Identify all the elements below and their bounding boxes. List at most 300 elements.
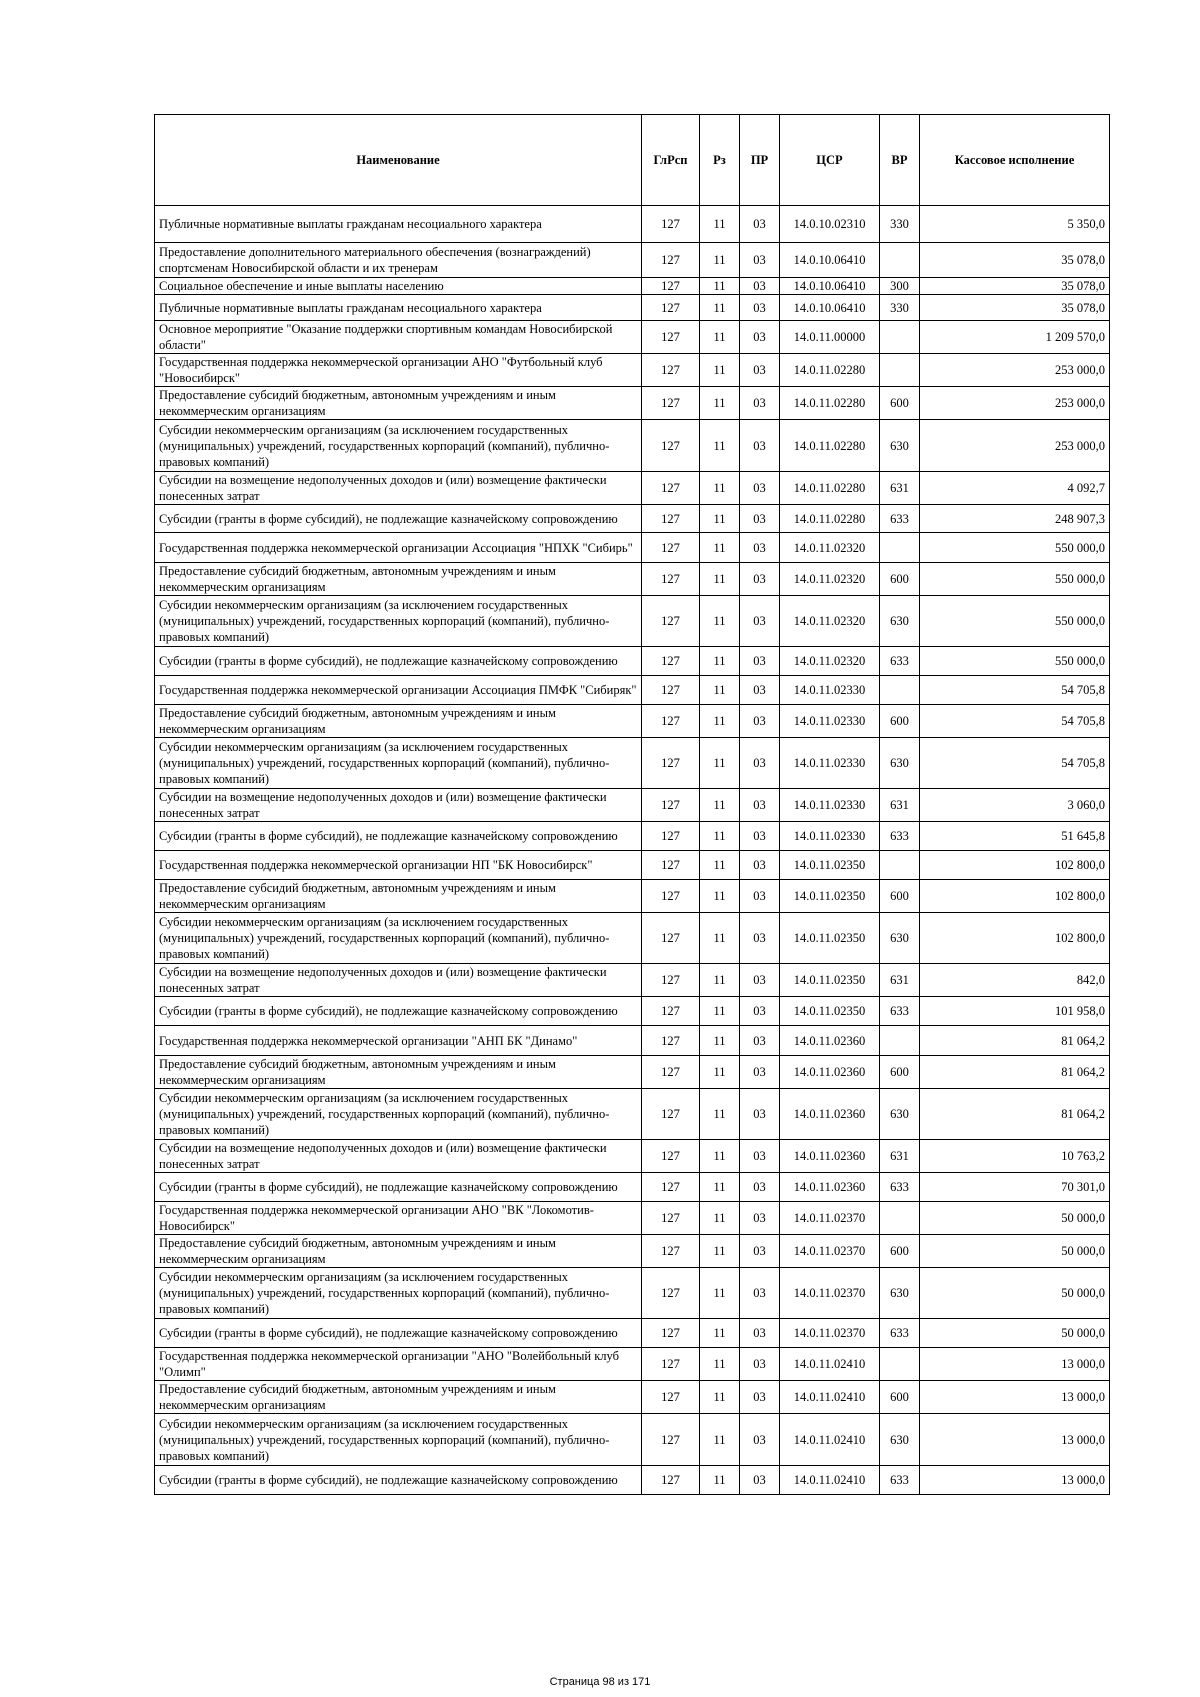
cell-glrsp: 127 (642, 738, 700, 789)
cell-vr: 631 (880, 1140, 920, 1173)
cell-rz: 11 (700, 596, 740, 647)
cell-pr: 03 (740, 1235, 780, 1268)
cell-glrsp: 127 (642, 206, 700, 243)
header-vr: ВР (880, 115, 920, 206)
cell-amount: 54 705,8 (920, 705, 1110, 738)
header-glrsp: ГлРсп (642, 115, 700, 206)
cell-rz: 11 (700, 1089, 740, 1140)
cell-glrsp: 127 (642, 822, 700, 851)
header-csr: ЦСР (780, 115, 880, 206)
cell-pr: 03 (740, 206, 780, 243)
cell-csr: 14.0.11.02280 (780, 420, 880, 472)
cell-csr: 14.0.11.02370 (780, 1268, 880, 1319)
cell-vr (880, 1348, 920, 1381)
cell-amount: 54 705,8 (920, 676, 1110, 705)
cell-pr: 03 (740, 676, 780, 705)
cell-name: Субсидии некоммерческим организациям (за исключением государственных (муниципальных) учреждений, государственных корпораций (компаний), публично-правовых компаний) (155, 596, 642, 647)
cell-vr (880, 1026, 920, 1056)
cell-name: Субсидии (гранты в форме субсидий), не подлежащие казначейскому сопровождению (155, 647, 642, 676)
cell-csr: 14.0.10.06410 (780, 295, 880, 321)
cell-vr (880, 1202, 920, 1235)
cell-name: Субсидии (гранты в форме субсидий), не подлежащие казначейскому сопровождению (155, 822, 642, 851)
cell-pr: 03 (740, 321, 780, 354)
cell-rz: 11 (700, 1381, 740, 1414)
cell-pr: 03 (740, 1202, 780, 1235)
cell-glrsp: 127 (642, 1319, 700, 1348)
cell-glrsp: 127 (642, 997, 700, 1026)
cell-rz: 11 (700, 676, 740, 705)
table-row (155, 243, 1110, 278)
cell-csr: 14.0.10.06410 (780, 243, 880, 278)
table-row (155, 1140, 1110, 1173)
cell-vr: 600 (880, 1056, 920, 1089)
cell-glrsp: 127 (642, 880, 700, 913)
cell-amount: 550 000,0 (920, 647, 1110, 676)
table-row (155, 738, 1110, 789)
cell-vr: 631 (880, 472, 920, 505)
cell-vr (880, 354, 920, 387)
cell-pr: 03 (740, 1173, 780, 1202)
table-row (155, 964, 1110, 997)
table-header-row (155, 115, 1110, 206)
header-rz: Рз (700, 115, 740, 206)
cell-csr: 14.0.11.02280 (780, 472, 880, 505)
cell-name: Субсидии на возмещение недополученных доходов и (или) возмещение фактически понесенных затрат (155, 964, 642, 997)
cell-amount: 51 645,8 (920, 822, 1110, 851)
table-row (155, 822, 1110, 851)
cell-glrsp: 127 (642, 705, 700, 738)
cell-pr: 03 (740, 1466, 780, 1495)
cell-rz: 11 (700, 1202, 740, 1235)
cell-rz: 11 (700, 1414, 740, 1466)
cell-pr: 03 (740, 822, 780, 851)
cell-rz: 11 (700, 206, 740, 243)
cell-csr: 14.0.11.02320 (780, 563, 880, 596)
cell-name: Субсидии на возмещение недополученных доходов и (или) возмещение фактически понесенных затрат (155, 472, 642, 505)
cell-name: Государственная поддержка некоммерческой организации Ассоциация ПМФК "Сибиряк" (155, 676, 642, 705)
cell-rz: 11 (700, 1056, 740, 1089)
cell-csr: 14.0.11.02320 (780, 647, 880, 676)
cell-amount: 3 060,0 (920, 789, 1110, 822)
cell-amount: 5 350,0 (920, 206, 1110, 243)
cell-rz: 11 (700, 1140, 740, 1173)
cell-pr: 03 (740, 1268, 780, 1319)
cell-amount: 102 800,0 (920, 913, 1110, 964)
cell-csr: 14.0.11.02350 (780, 880, 880, 913)
cell-glrsp: 127 (642, 1056, 700, 1089)
cell-rz: 11 (700, 997, 740, 1026)
cell-vr: 630 (880, 1414, 920, 1466)
cell-glrsp: 127 (642, 647, 700, 676)
cell-csr: 14.0.11.02360 (780, 1089, 880, 1140)
cell-pr: 03 (740, 1319, 780, 1348)
cell-pr: 03 (740, 1089, 780, 1140)
cell-rz: 11 (700, 822, 740, 851)
cell-glrsp: 127 (642, 533, 700, 563)
cell-pr: 03 (740, 295, 780, 321)
cell-csr: 14.0.10.02310 (780, 206, 880, 243)
table-row (155, 206, 1110, 243)
header-amount: Кассовое исполнение (920, 115, 1110, 206)
cell-glrsp: 127 (642, 1268, 700, 1319)
cell-vr: 633 (880, 997, 920, 1026)
cell-amount: 54 705,8 (920, 738, 1110, 789)
cell-name: Субсидии (гранты в форме субсидий), не подлежащие казначейскому сопровождению (155, 1466, 642, 1495)
cell-csr: 14.0.11.02330 (780, 676, 880, 705)
cell-rz: 11 (700, 243, 740, 278)
cell-name: Предоставление субсидий бюджетным, автономным учреждениям и иным некоммерческим организациям (155, 387, 642, 420)
cell-csr: 14.0.11.02370 (780, 1319, 880, 1348)
cell-csr: 14.0.11.02350 (780, 913, 880, 964)
table-row (155, 505, 1110, 533)
cell-amount: 102 800,0 (920, 851, 1110, 880)
cell-csr: 14.0.11.02370 (780, 1235, 880, 1268)
cell-amount: 50 000,0 (920, 1235, 1110, 1268)
table-row (155, 1089, 1110, 1140)
cell-vr: 630 (880, 596, 920, 647)
cell-vr: 633 (880, 505, 920, 533)
table-row (155, 705, 1110, 738)
cell-vr: 630 (880, 738, 920, 789)
cell-glrsp: 127 (642, 1381, 700, 1414)
table-row (155, 1235, 1110, 1268)
cell-csr: 14.0.11.02370 (780, 1202, 880, 1235)
cell-name: Государственная поддержка некоммерческой организации "АНП БК "Динамо" (155, 1026, 642, 1056)
table-row (155, 1414, 1110, 1466)
cell-amount: 1 209 570,0 (920, 321, 1110, 354)
cell-pr: 03 (740, 563, 780, 596)
cell-rz: 11 (700, 738, 740, 789)
cell-vr: 630 (880, 1268, 920, 1319)
cell-name: Государственная поддержка некоммерческой организации НП "БК Новосибирск" (155, 851, 642, 880)
cell-glrsp: 127 (642, 964, 700, 997)
cell-amount: 253 000,0 (920, 420, 1110, 472)
cell-rz: 11 (700, 472, 740, 505)
cell-vr: 600 (880, 880, 920, 913)
cell-rz: 11 (700, 278, 740, 295)
cell-vr: 633 (880, 1173, 920, 1202)
cell-amount: 550 000,0 (920, 533, 1110, 563)
cell-amount: 50 000,0 (920, 1319, 1110, 1348)
cell-pr: 03 (740, 596, 780, 647)
table-row (155, 913, 1110, 964)
cell-vr: 630 (880, 1089, 920, 1140)
cell-pr: 03 (740, 851, 780, 880)
cell-vr: 631 (880, 789, 920, 822)
table-row (155, 1173, 1110, 1202)
cell-amount: 842,0 (920, 964, 1110, 997)
cell-name: Субсидии (гранты в форме субсидий), не подлежащие казначейскому сопровождению (155, 1173, 642, 1202)
table-row (155, 472, 1110, 505)
cell-amount: 253 000,0 (920, 387, 1110, 420)
cell-vr: 631 (880, 964, 920, 997)
table-row (155, 676, 1110, 705)
table-body (155, 206, 1110, 1495)
cell-pr: 03 (740, 997, 780, 1026)
cell-amount: 248 907,3 (920, 505, 1110, 533)
table-row (155, 1466, 1110, 1495)
cell-amount: 13 000,0 (920, 1348, 1110, 1381)
cell-rz: 11 (700, 851, 740, 880)
cell-vr (880, 851, 920, 880)
cell-csr: 14.0.11.02330 (780, 705, 880, 738)
cell-vr (880, 533, 920, 563)
cell-csr: 14.0.11.02410 (780, 1414, 880, 1466)
cell-amount: 81 064,2 (920, 1056, 1110, 1089)
cell-glrsp: 127 (642, 1348, 700, 1381)
cell-glrsp: 127 (642, 321, 700, 354)
cell-name: Предоставление субсидий бюджетным, автономным учреждениям и иным некоммерческим организациям (155, 563, 642, 596)
cell-rz: 11 (700, 533, 740, 563)
cell-vr: 330 (880, 206, 920, 243)
table-row (155, 563, 1110, 596)
cell-pr: 03 (740, 880, 780, 913)
cell-amount: 35 078,0 (920, 278, 1110, 295)
cell-rz: 11 (700, 420, 740, 472)
cell-rz: 11 (700, 321, 740, 354)
table-row (155, 647, 1110, 676)
cell-pr: 03 (740, 505, 780, 533)
cell-amount: 102 800,0 (920, 880, 1110, 913)
cell-pr: 03 (740, 738, 780, 789)
cell-amount: 550 000,0 (920, 596, 1110, 647)
cell-pr: 03 (740, 1414, 780, 1466)
cell-name: Субсидии (гранты в форме субсидий), не подлежащие казначейскому сопровождению (155, 505, 642, 533)
cell-glrsp: 127 (642, 1235, 700, 1268)
cell-rz: 11 (700, 1348, 740, 1381)
cell-rz: 11 (700, 563, 740, 596)
cell-glrsp: 127 (642, 913, 700, 964)
cell-csr: 14.0.11.02280 (780, 354, 880, 387)
cell-csr: 14.0.11.02360 (780, 1173, 880, 1202)
cell-amount: 13 000,0 (920, 1414, 1110, 1466)
cell-csr: 14.0.11.02330 (780, 789, 880, 822)
cell-amount: 253 000,0 (920, 354, 1110, 387)
budget-execution-table (154, 114, 1110, 1495)
cell-rz: 11 (700, 880, 740, 913)
header-name: Наименование (155, 115, 642, 206)
cell-csr: 14.0.11.02410 (780, 1466, 880, 1495)
cell-vr: 600 (880, 705, 920, 738)
cell-name: Предоставление субсидий бюджетным, автономным учреждениям и иным некоммерческим организациям (155, 880, 642, 913)
cell-glrsp: 127 (642, 472, 700, 505)
cell-rz: 11 (700, 913, 740, 964)
cell-csr: 14.0.11.02360 (780, 1026, 880, 1056)
cell-glrsp: 127 (642, 676, 700, 705)
cell-name: Субсидии некоммерческим организациям (за исключением государственных (муниципальных) учреждений, государственных корпораций (компаний), публично-правовых компаний) (155, 1089, 642, 1140)
cell-amount: 35 078,0 (920, 295, 1110, 321)
cell-csr: 14.0.11.02280 (780, 387, 880, 420)
cell-vr: 633 (880, 1466, 920, 1495)
table-row (155, 596, 1110, 647)
table-row (155, 1319, 1110, 1348)
table-row (155, 387, 1110, 420)
cell-csr: 14.0.11.02330 (780, 738, 880, 789)
cell-name: Публичные нормативные выплаты гражданам несоциального характера (155, 295, 642, 321)
cell-glrsp: 127 (642, 1466, 700, 1495)
cell-rz: 11 (700, 647, 740, 676)
table-row (155, 851, 1110, 880)
cell-csr: 14.0.11.02350 (780, 964, 880, 997)
cell-name: Предоставление дополнительного материального обеспечения (вознаграждений) спортсменам Новосибирской области и их тренерам (155, 243, 642, 278)
cell-amount: 4 092,7 (920, 472, 1110, 505)
page-number: Страница 98 из 171 (549, 1676, 651, 1688)
cell-csr: 14.0.10.06410 (780, 278, 880, 295)
cell-csr: 14.0.11.02410 (780, 1381, 880, 1414)
cell-name: Субсидии на возмещение недополученных доходов и (или) возмещение фактически понесенных затрат (155, 1140, 642, 1173)
cell-glrsp: 127 (642, 243, 700, 278)
cell-glrsp: 127 (642, 851, 700, 880)
cell-rz: 11 (700, 1268, 740, 1319)
cell-vr: 633 (880, 1319, 920, 1348)
cell-rz: 11 (700, 1319, 740, 1348)
cell-vr (880, 243, 920, 278)
cell-pr: 03 (740, 705, 780, 738)
cell-pr: 03 (740, 354, 780, 387)
cell-name: Субсидии (гранты в форме субсидий), не подлежащие казначейскому сопровождению (155, 1319, 642, 1348)
cell-name: Субсидии некоммерческим организациям (за исключением государственных (муниципальных) учреждений, государственных корпораций (компаний), публично-правовых компаний) (155, 1414, 642, 1466)
cell-vr (880, 321, 920, 354)
table-row (155, 789, 1110, 822)
cell-name: Государственная поддержка некоммерческой организации "АНО "Волейбольный клуб "Олимп" (155, 1348, 642, 1381)
cell-glrsp: 127 (642, 1140, 700, 1173)
cell-pr: 03 (740, 278, 780, 295)
table-row (155, 1056, 1110, 1089)
cell-glrsp: 127 (642, 505, 700, 533)
cell-csr: 14.0.11.02350 (780, 851, 880, 880)
cell-name: Государственная поддержка некоммерческой организации Ассоциация "НПХК "Сибирь" (155, 533, 642, 563)
cell-rz: 11 (700, 705, 740, 738)
cell-csr: 14.0.11.02320 (780, 596, 880, 647)
cell-vr: 600 (880, 563, 920, 596)
cell-pr: 03 (740, 1381, 780, 1414)
cell-rz: 11 (700, 295, 740, 321)
cell-glrsp: 127 (642, 1026, 700, 1056)
cell-vr: 600 (880, 1381, 920, 1414)
table-row (155, 1202, 1110, 1235)
cell-glrsp: 127 (642, 563, 700, 596)
cell-amount: 101 958,0 (920, 997, 1110, 1026)
cell-name: Предоставление субсидий бюджетным, автономным учреждениям и иным некоммерческим организациям (155, 1381, 642, 1414)
cell-glrsp: 127 (642, 1173, 700, 1202)
cell-glrsp: 127 (642, 1414, 700, 1466)
cell-name: Государственная поддержка некоммерческой организации АНО "ВК "Локомотив-Новосибирск" (155, 1202, 642, 1235)
cell-glrsp: 127 (642, 295, 700, 321)
cell-name: Основное мероприятие "Оказание поддержки спортивным командам Новосибирской области" (155, 321, 642, 354)
cell-vr: 630 (880, 913, 920, 964)
cell-vr: 330 (880, 295, 920, 321)
cell-name: Публичные нормативные выплаты гражданам несоциального характера (155, 206, 642, 243)
cell-glrsp: 127 (642, 354, 700, 387)
cell-csr: 14.0.11.02320 (780, 533, 880, 563)
cell-glrsp: 127 (642, 278, 700, 295)
cell-amount: 13 000,0 (920, 1466, 1110, 1495)
cell-amount: 35 078,0 (920, 243, 1110, 278)
cell-pr: 03 (740, 964, 780, 997)
cell-pr: 03 (740, 1140, 780, 1173)
cell-pr: 03 (740, 420, 780, 472)
cell-amount: 50 000,0 (920, 1268, 1110, 1319)
cell-name: Субсидии некоммерческим организациям (за исключением государственных (муниципальных) учреждений, государственных корпораций (компаний), публично-правовых компаний) (155, 420, 642, 472)
cell-pr: 03 (740, 1026, 780, 1056)
cell-pr: 03 (740, 1056, 780, 1089)
table-row (155, 278, 1110, 295)
cell-pr: 03 (740, 647, 780, 676)
cell-name: Государственная поддержка некоммерческой организации АНО "Футбольный клуб "Новосибирск" (155, 354, 642, 387)
table-row (155, 997, 1110, 1026)
cell-name: Субсидии некоммерческим организациям (за исключением государственных (муниципальных) учреждений, государственных корпораций (компаний), публично-правовых компаний) (155, 1268, 642, 1319)
table-row (155, 533, 1110, 563)
cell-pr: 03 (740, 789, 780, 822)
cell-glrsp: 127 (642, 420, 700, 472)
cell-csr: 14.0.11.02350 (780, 997, 880, 1026)
cell-glrsp: 127 (642, 1089, 700, 1140)
cell-rz: 11 (700, 1235, 740, 1268)
cell-rz: 11 (700, 789, 740, 822)
cell-amount: 10 763,2 (920, 1140, 1110, 1173)
cell-csr: 14.0.11.02280 (780, 505, 880, 533)
cell-pr: 03 (740, 472, 780, 505)
cell-name: Предоставление субсидий бюджетным, автономным учреждениям и иным некоммерческим организациям (155, 705, 642, 738)
cell-amount: 13 000,0 (920, 1381, 1110, 1414)
cell-name: Социальное обеспечение и иные выплаты населению (155, 278, 642, 295)
cell-vr: 630 (880, 420, 920, 472)
table-row (155, 1268, 1110, 1319)
cell-csr: 14.0.11.02410 (780, 1348, 880, 1381)
table-row (155, 354, 1110, 387)
cell-vr: 600 (880, 387, 920, 420)
cell-amount: 81 064,2 (920, 1026, 1110, 1056)
cell-csr: 14.0.11.00000 (780, 321, 880, 354)
table-row (155, 1026, 1110, 1056)
cell-pr: 03 (740, 243, 780, 278)
cell-rz: 11 (700, 354, 740, 387)
table-row (155, 321, 1110, 354)
cell-pr: 03 (740, 387, 780, 420)
cell-amount: 50 000,0 (920, 1202, 1110, 1235)
cell-name: Субсидии на возмещение недополученных доходов и (или) возмещение фактически понесенных затрат (155, 789, 642, 822)
cell-vr: 633 (880, 822, 920, 851)
cell-csr: 14.0.11.02330 (780, 822, 880, 851)
table-row (155, 420, 1110, 472)
cell-rz: 11 (700, 1026, 740, 1056)
cell-rz: 11 (700, 505, 740, 533)
cell-vr: 600 (880, 1235, 920, 1268)
cell-rz: 11 (700, 964, 740, 997)
cell-pr: 03 (740, 913, 780, 964)
header-pr: ПР (740, 115, 780, 206)
cell-amount: 550 000,0 (920, 563, 1110, 596)
cell-csr: 14.0.11.02360 (780, 1056, 880, 1089)
cell-amount: 70 301,0 (920, 1173, 1110, 1202)
table-row (155, 880, 1110, 913)
cell-rz: 11 (700, 387, 740, 420)
cell-pr: 03 (740, 533, 780, 563)
cell-vr: 300 (880, 278, 920, 295)
cell-vr (880, 676, 920, 705)
cell-name: Предоставление субсидий бюджетным, автономным учреждениям и иным некоммерческим организациям (155, 1235, 642, 1268)
cell-glrsp: 127 (642, 1202, 700, 1235)
table-row (155, 295, 1110, 321)
cell-name: Субсидии некоммерческим организациям (за исключением государственных (муниципальных) учреждений, государственных корпораций (компаний), публично-правовых компаний) (155, 913, 642, 964)
cell-amount: 81 064,2 (920, 1089, 1110, 1140)
cell-csr: 14.0.11.02360 (780, 1140, 880, 1173)
cell-glrsp: 127 (642, 789, 700, 822)
cell-name: Предоставление субсидий бюджетным, автономным учреждениям и иным некоммерческим организациям (155, 1056, 642, 1089)
cell-rz: 11 (700, 1466, 740, 1495)
cell-vr: 633 (880, 647, 920, 676)
cell-glrsp: 127 (642, 387, 700, 420)
